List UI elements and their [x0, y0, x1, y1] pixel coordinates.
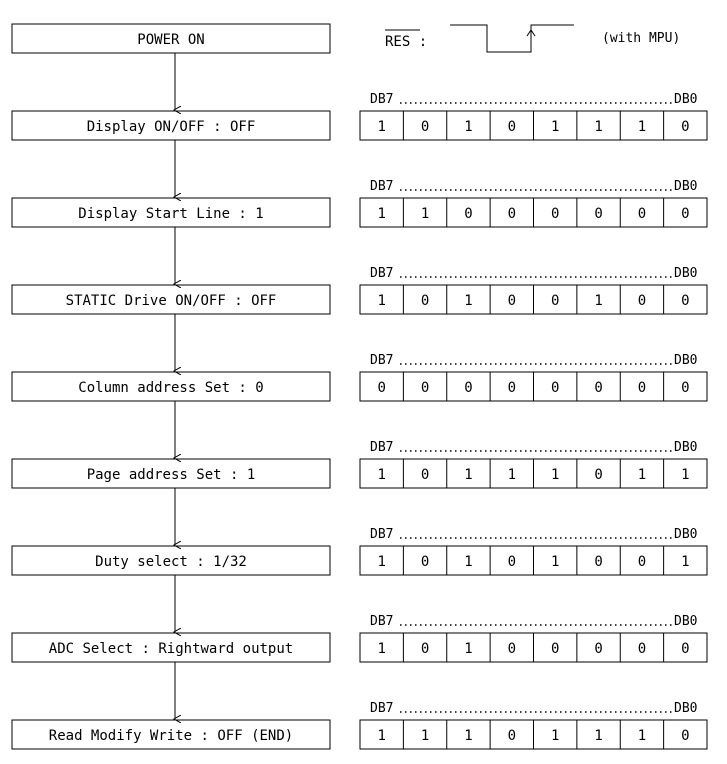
bit-value: 0: [637, 380, 647, 396]
bit-value: 1: [464, 467, 473, 483]
register-row: [360, 440, 707, 488]
bit-value: 0: [681, 728, 690, 744]
bit-value: 1: [637, 467, 647, 483]
db7-label: DB7: [370, 527, 394, 542]
bit-value: 0: [507, 293, 517, 309]
step-label: STATIC Drive ON/OFF : OFF: [65, 293, 277, 309]
flow-step: [12, 314, 707, 401]
bit-value: 0: [594, 380, 603, 396]
flow-step: [12, 227, 707, 314]
bit-value: 0: [507, 380, 517, 396]
flow-step: [12, 575, 707, 662]
step-label: POWER ON: [137, 32, 205, 48]
reset-waveform: [450, 25, 574, 52]
register-row: [360, 92, 707, 140]
bit-value: 1: [594, 119, 603, 135]
bit-value: 0: [637, 293, 647, 309]
flow-step: [12, 401, 707, 488]
bit-value: 1: [377, 641, 386, 657]
bit-value: 1: [420, 728, 430, 744]
bit-value: 1: [637, 119, 647, 135]
register-row: [360, 614, 707, 662]
bit-value: 0: [637, 206, 647, 222]
bit-value: 1: [377, 728, 386, 744]
register-row: [360, 179, 707, 227]
reset-note: (with MPU): [602, 31, 681, 46]
bit-value: 0: [420, 554, 430, 570]
bit-value: 1: [550, 728, 560, 744]
bit-value: 0: [550, 641, 560, 657]
bit-value: 0: [550, 380, 560, 396]
db7-label: DB7: [370, 179, 394, 194]
bit-value: 0: [377, 380, 386, 396]
bit-value: 0: [507, 119, 517, 135]
db7-label: DB7: [370, 614, 394, 629]
bit-value: 0: [420, 467, 430, 483]
db0-label: DB0: [674, 353, 698, 368]
bit-value: 1: [507, 467, 517, 483]
bit-value: 0: [420, 641, 430, 657]
bit-value: 1: [377, 293, 386, 309]
bit-value: 1: [464, 728, 473, 744]
bit-value: 0: [550, 206, 560, 222]
bit-value: 0: [637, 641, 647, 657]
step-label: Read Modify Write : OFF (END): [48, 728, 294, 744]
bit-value: 0: [464, 206, 473, 222]
flow-step: [12, 53, 707, 140]
bit-value: 1: [377, 554, 386, 570]
bit-value: 1: [681, 467, 690, 483]
bit-value: 0: [594, 554, 603, 570]
db0-label: DB0: [674, 527, 698, 542]
bit-value: 1: [681, 554, 690, 570]
db7-label: DB7: [370, 353, 394, 368]
bit-value: 1: [464, 119, 473, 135]
step-label: Display ON/OFF : OFF: [86, 119, 256, 135]
flow-step: [12, 488, 707, 575]
bit-value: 1: [637, 728, 647, 744]
bit-value: 0: [681, 380, 690, 396]
bit-value: 1: [594, 293, 603, 309]
db0-label: DB0: [674, 266, 698, 281]
step-label: Page address Set : 1: [86, 467, 256, 483]
bit-value: 0: [594, 206, 603, 222]
bit-value: 0: [681, 119, 690, 135]
bit-value: 1: [377, 206, 386, 222]
register-row: [360, 353, 707, 401]
bit-value: 1: [464, 293, 473, 309]
flow-step: [12, 140, 707, 227]
bit-value: 0: [594, 467, 603, 483]
bit-value: 0: [507, 641, 517, 657]
register-row: [360, 266, 707, 314]
db0-label: DB0: [674, 440, 698, 455]
db0-label: DB0: [674, 701, 698, 716]
bit-value: 0: [681, 206, 690, 222]
bit-value: 1: [550, 467, 560, 483]
flow-step: [12, 24, 330, 53]
db0-label: DB0: [674, 92, 698, 107]
bit-value: 1: [377, 119, 386, 135]
bit-value: 0: [550, 293, 560, 309]
bit-value: 1: [464, 554, 473, 570]
reset-signal: [385, 25, 680, 52]
bit-value: 1: [464, 641, 473, 657]
reset-label: RES :: [385, 34, 428, 50]
bit-value: 0: [420, 380, 430, 396]
db7-label: DB7: [370, 440, 394, 455]
db0-label: DB0: [674, 614, 698, 629]
db7-label: DB7: [370, 92, 394, 107]
step-label: Duty select : 1/32: [95, 554, 247, 570]
bit-value: 1: [550, 119, 560, 135]
register-row: [360, 701, 707, 749]
step-label: Display Start Line : 1: [78, 206, 264, 222]
flow-step: [12, 662, 707, 749]
bit-value: 0: [420, 119, 430, 135]
bit-value: 0: [464, 380, 473, 396]
bit-value: 1: [377, 467, 386, 483]
bit-value: 1: [594, 728, 603, 744]
step-label: ADC Select : Rightward output: [48, 641, 294, 657]
bit-value: 0: [507, 728, 517, 744]
bit-value: 1: [550, 554, 560, 570]
register-row: [360, 527, 707, 575]
bit-value: 0: [681, 641, 690, 657]
db0-label: DB0: [674, 179, 698, 194]
bit-value: 0: [420, 293, 430, 309]
db7-label: DB7: [370, 701, 394, 716]
bit-value: 0: [681, 293, 690, 309]
bit-value: 1: [420, 206, 430, 222]
step-label: Column address Set : 0: [78, 380, 264, 396]
db7-label: DB7: [370, 266, 394, 281]
bit-value: 0: [507, 206, 517, 222]
bit-value: 0: [507, 554, 517, 570]
bit-value: 0: [594, 641, 603, 657]
bit-value: 0: [637, 554, 647, 570]
